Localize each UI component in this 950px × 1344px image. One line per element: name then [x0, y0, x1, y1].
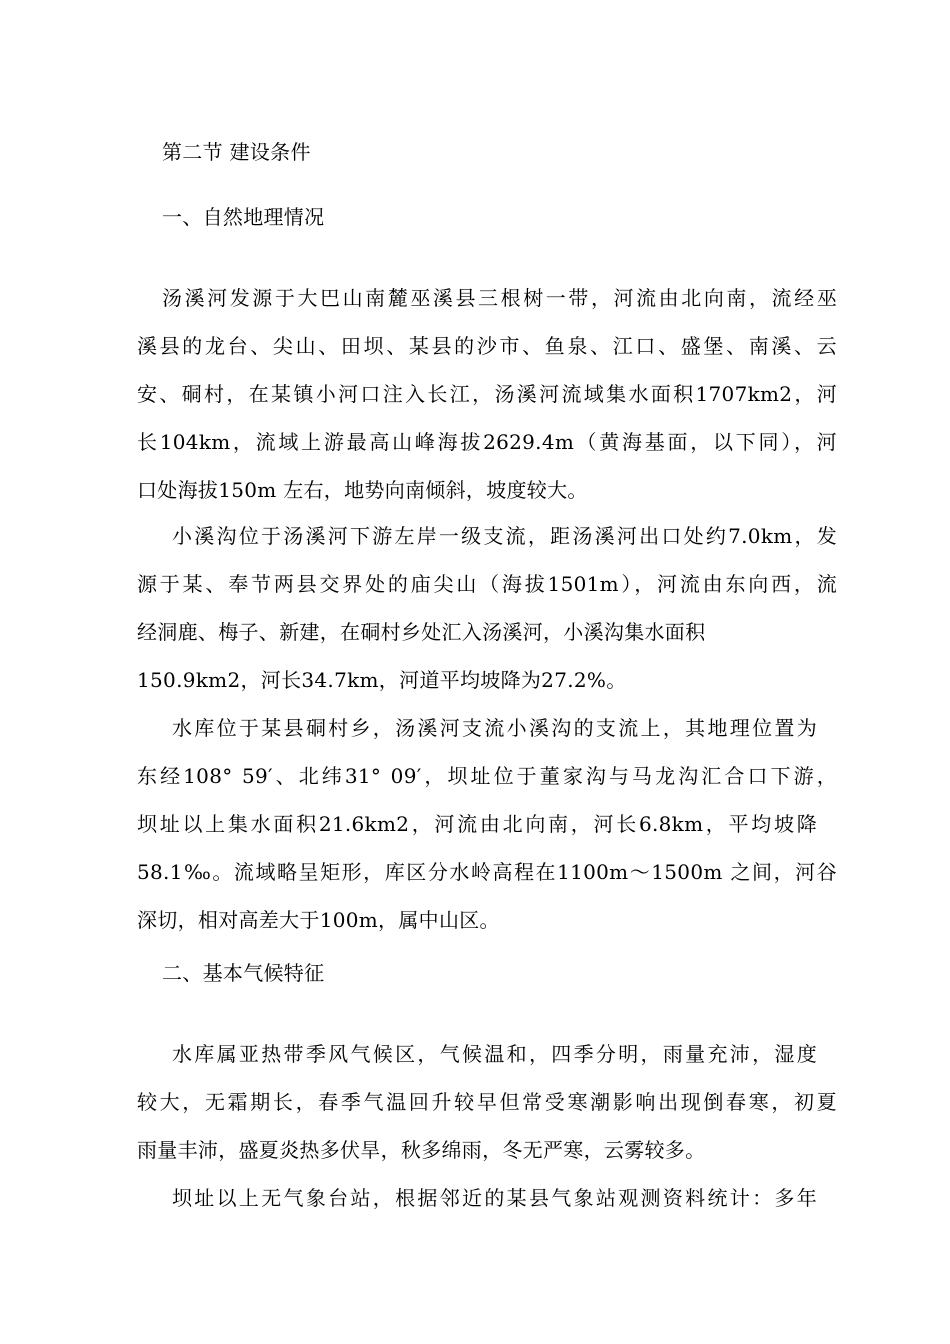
paragraph-line: 深切，相对高差大于100m，属中山区。: [137, 908, 500, 932]
heading-natural-geography: 一、自然地理情况: [162, 205, 325, 229]
paragraph-line: 溪县的龙台、尖山、田坝、某县的沙市、鱼泉、江口、盛堡、南溪、云: [137, 334, 837, 358]
section-title: 第二节 建设条件: [162, 140, 311, 164]
paragraph-line: 雨量丰沛，盛夏炎热多伏旱，秋多绵雨，冬无严寒，云雾较多。: [137, 1138, 706, 1162]
paragraph-line: 较大，无霜期长，春季气温回升较早但常受寒潮影响出现倒春寒，初夏: [137, 1090, 837, 1114]
paragraph-line: 坝址以上无气象台站，根据邻近的某县气象站观测资料统计：多年: [172, 1186, 817, 1210]
paragraph-line: 安、硐村，在某镇小河口注入长江，汤溪河流域集水面积1707km2，河: [137, 382, 837, 406]
paragraph-line: 58.1‰。流域略呈矩形，库区分水岭高程在1100m～1500m 之间，河谷: [137, 860, 837, 884]
paragraph-line: 长104km，流域上游最高山峰海拔2629.4m（黄海基面，以下同），河: [137, 430, 837, 454]
paragraph-line: 150.9km2，河长34.7km，河道平均坡降为27.2%。: [137, 668, 627, 692]
paragraph-line: 源于某、奉节两县交界处的庙尖山（海拔1501m），河流由东向西，流: [137, 572, 837, 596]
paragraph-line: 东经108° 59′、北纬31° 09′，坝址位于董家沟与马龙沟汇合口下游，: [137, 764, 837, 788]
paragraph-line: 水库位于某县硐村乡，汤溪河支流小溪沟的支流上，其地理位置为: [172, 716, 817, 740]
paragraph-line: 小溪沟位于汤溪河下游左岸一级支流，距汤溪河出口处约7.0km，发: [172, 524, 837, 548]
paragraph-line: 水库属亚热带季风气候区，气候温和，四季分明，雨量充沛，湿度: [172, 1042, 817, 1066]
paragraph-line: 经洞鹿、梅子、新建，在硐村乡处汇入汤溪河，小溪沟集水面积: [137, 620, 706, 644]
heading-climate: 二、基本气候特征: [162, 961, 325, 985]
paragraph-line: 口处海拔150m 左右，地势向南倾斜，坡度较大。: [137, 478, 588, 502]
paragraph-line: 汤溪河发源于大巴山南麓巫溪县三根树一带，河流由北向南，流经巫: [162, 286, 837, 310]
paragraph-line: 坝址以上集水面积21.6km2，河流由北向南，河长6.8km，平均坡降: [137, 812, 817, 836]
